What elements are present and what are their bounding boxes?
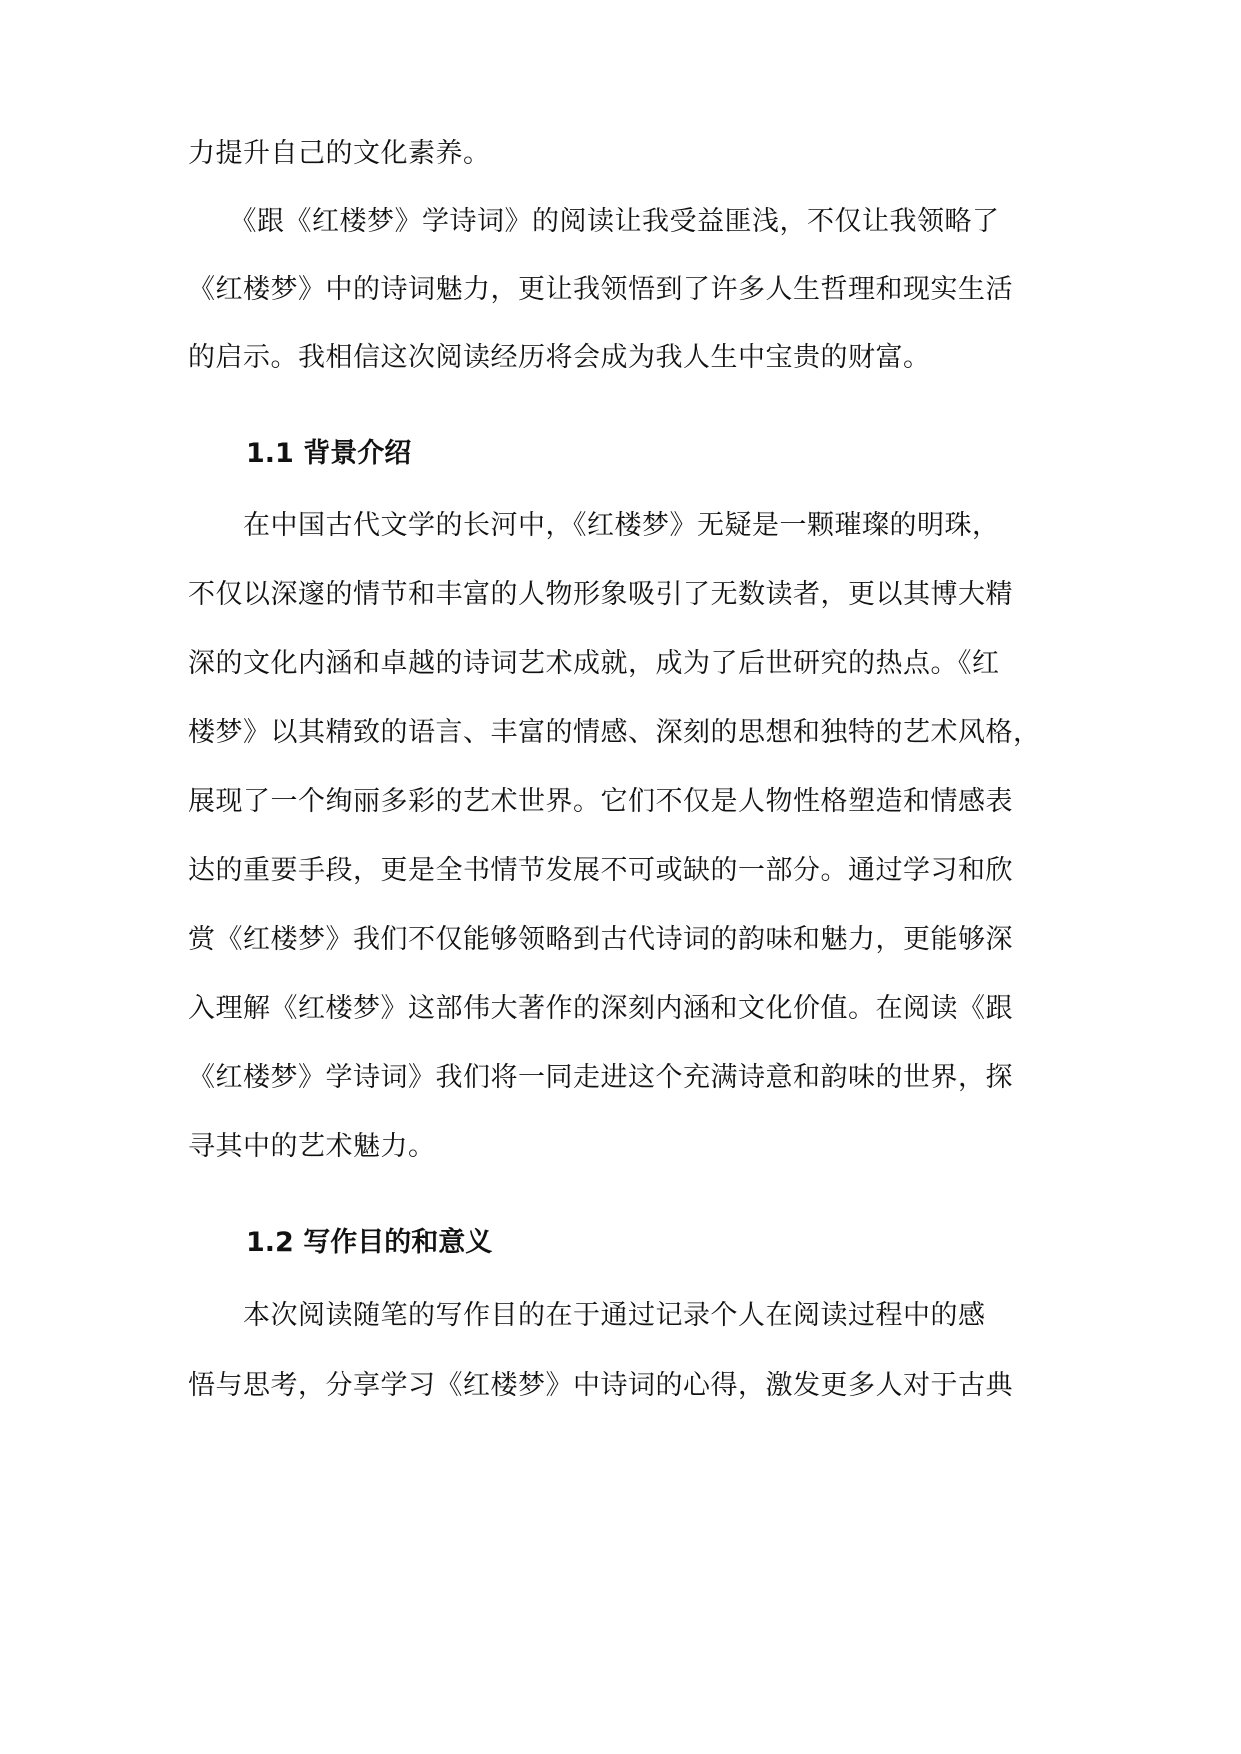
text-line: 本次阅读随笔的写作目的在于通过记录个人在阅读过程中的感 [188,1300,986,1331]
text-line: 深的文化内涵和卓越的诗词艺术成就，成为了后世研究的热点。《红 [188,648,1000,679]
text-line: 《红楼梦》学诗词》我们将一同走进这个充满诗意和韵味的世界，探 [188,1062,1013,1093]
text-line: 达的重要手段，更是全书情节发展不可或缺的一部分。通过学习和欣 [188,855,1013,886]
text-line: 的启示。我相信这次阅读经历将会成为我人生中宝贵的财富。 [188,342,931,373]
text-line: 《跟《红楼梦》学诗词》的阅读让我受益匪浅，不仅让我领略了 [188,206,1000,237]
text-line: 寻其中的艺术魅力。 [188,1131,436,1162]
section-heading: 1.2 写作目的和意义 [246,1227,493,1258]
text-line: 《红楼梦》中的诗词魅力，更让我领悟到了许多人生哲理和现实生活 [188,274,1013,305]
text-line: 不仅以深邃的情节和丰富的人物形象吸引了无数读者，更以其博大精 [188,579,1013,610]
text-line: 在中国古代文学的长河中，《红楼梦》无疑是一颗璀璨的明珠， [188,510,1000,541]
section-heading: 1.1 背景介绍 [246,438,412,469]
text-line: 楼梦》以其精致的语言、丰富的情感、深刻的思想和独特的艺术风格， [188,717,1041,748]
text-line: 展现了一个绚丽多彩的艺术世界。它们不仅是人物性格塑造和情感表 [188,786,1013,817]
text-line: 赏《红楼梦》我们不仅能够领略到古代诗词的韵味和魅力，更能够深 [188,924,1013,955]
text-line: 悟与思考，分享学习《红楼梦》中诗词的心得，激发更多人对于古典 [188,1370,1013,1401]
text-line: 入理解《红楼梦》这部伟大著作的深刻内涵和文化价值。在阅读《跟 [188,993,1013,1024]
text-line: 力提升自己的文化素养。 [188,138,491,169]
